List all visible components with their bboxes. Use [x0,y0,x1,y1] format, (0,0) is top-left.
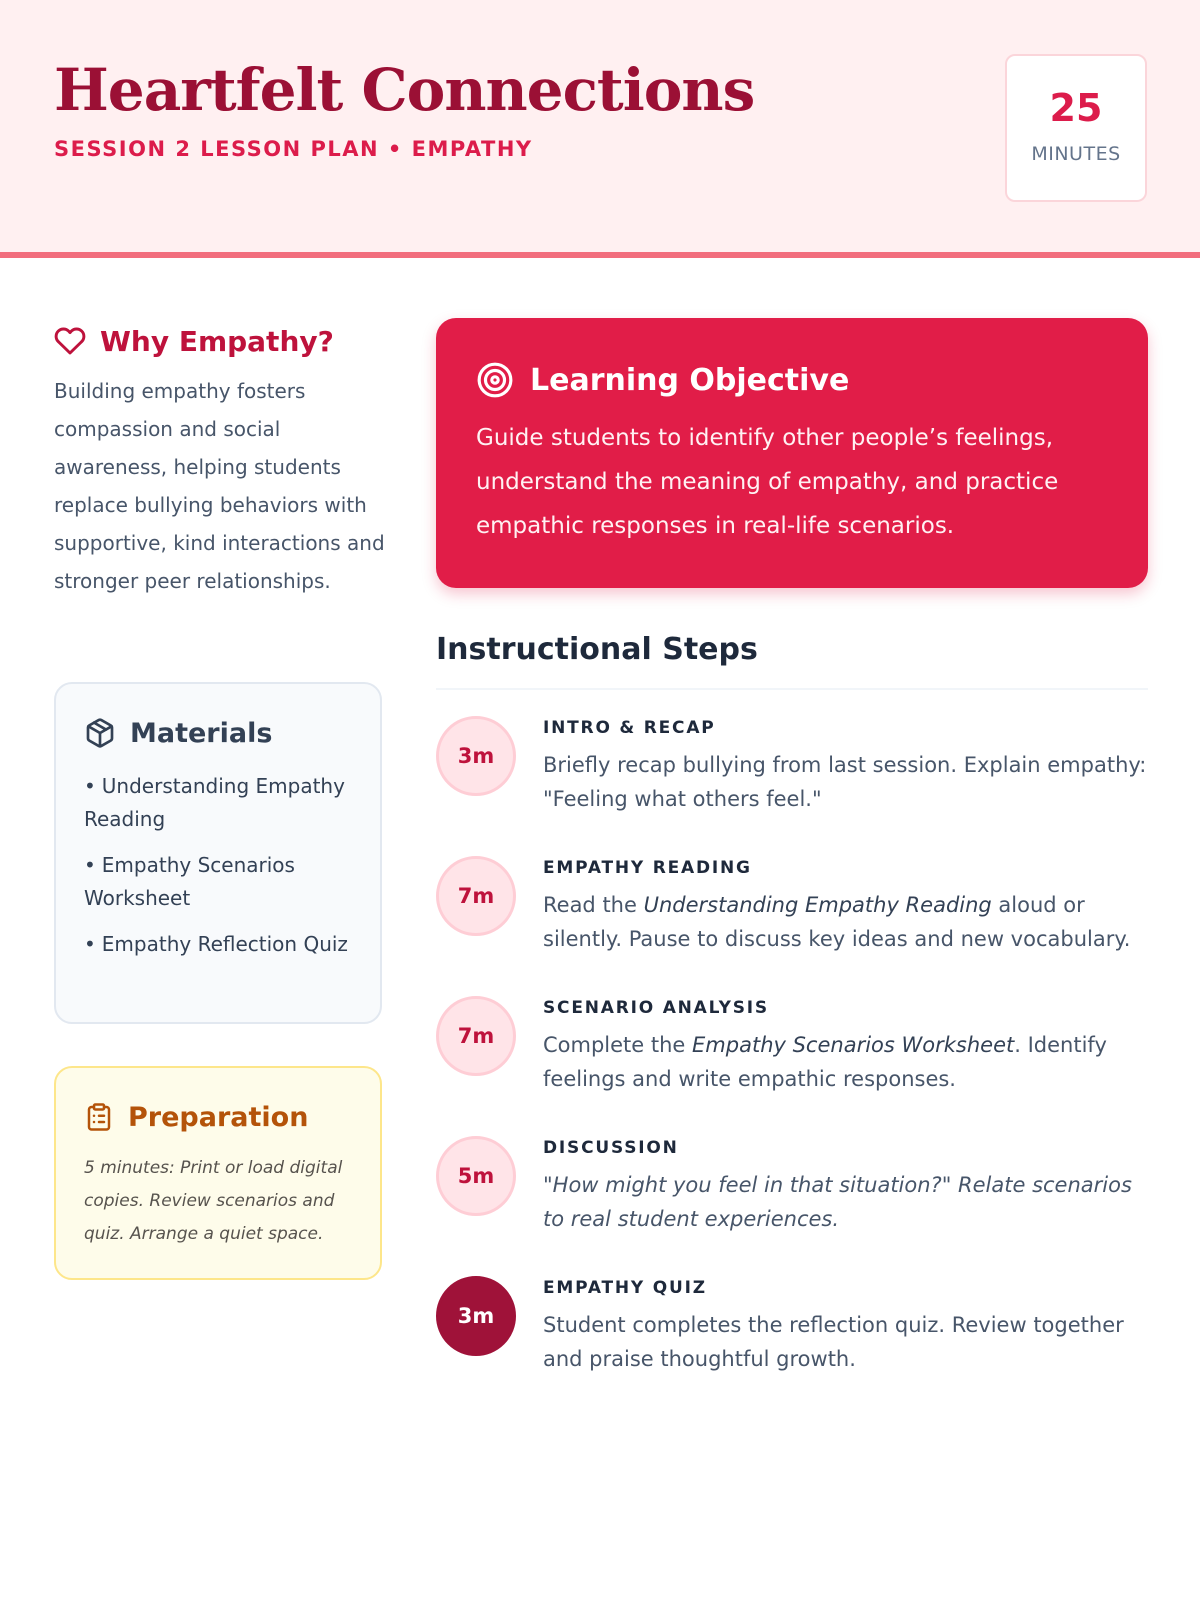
preparation-heading [84,1096,356,1138]
step-item [436,994,1148,1134]
objective-heading-text: Learning Objective [530,362,850,398]
materials-heading-text: Materials [130,717,273,749]
step-text: Student completes the reflection quiz. Review together and praise thoughtful growth. [543,1313,1124,1371]
step-duration-badge: 7m [436,856,516,936]
step-label: EMPATHY QUIZ [543,1278,707,1298]
why-heading [54,318,382,364]
target-icon [476,361,514,399]
page-title: Heartfelt Connections [54,56,755,124]
step-text-rest: aloud or silently. Pause to discuss key ideas and new vocabulary. [543,893,1131,951]
heart-icon [54,325,86,357]
duration-value: 25 [1049,86,1103,130]
material-item: • Empathy Scenarios Worksheet [84,849,354,915]
step-content [543,1274,1148,1376]
preparation-heading-text: Preparation [128,1101,309,1133]
page-subtitle: SESSION 2 LESSON PLAN • EMPATHY [54,137,533,161]
materials-list [84,770,354,961]
step-text-lead: Complete the [543,1033,693,1057]
box-icon [84,717,116,749]
step-content [543,854,1148,956]
material-item: • Understanding Empathy Reading [84,770,354,836]
materials-card [54,682,382,1024]
step-resource-title: Empathy Scenarios Worksheet [692,1033,1015,1057]
step-duration-badge: 7m [436,996,516,1076]
step-label: EMPATHY READING [543,858,752,878]
divider [436,688,1148,690]
learning-objective-card [436,318,1148,588]
materials-heading [84,712,354,754]
step-duration-badge: 3m [436,1276,516,1356]
objective-body: Guide students to identify other people’s feelings, understand the meaning of empathy, and practice empathic responses in real-life scenarios. [476,425,1059,539]
why-section [54,318,385,600]
clipboard-icon [84,1101,114,1133]
step-duration-badge: 5m [436,1136,516,1216]
steps-list [436,714,1148,1414]
header [0,0,1200,258]
step-text [543,888,1148,956]
preparation-body: 5 minutes: Print or load digital copies. Review scenarios and quiz. Arrange a quiet space. [84,1158,343,1244]
step-content [543,994,1148,1096]
steps-title: Instructional Steps [436,632,758,667]
material-item: • Empathy Reflection Quiz [84,928,354,961]
preparation-card [54,1066,382,1280]
step-duration-badge: 3m [436,716,516,796]
step-item [436,854,1148,994]
step-item [436,1274,1148,1414]
objective-heading [476,358,1108,402]
step-text-rest: . Identify feelings and write empathic responses. [543,1033,1107,1091]
why-heading-text: Why Empathy? [100,324,334,358]
duration-unit: MINUTES [1031,143,1121,165]
step-item [436,714,1148,854]
step-label: SCENARIO ANALYSIS [543,998,769,1018]
step-label: DISCUSSION [543,1138,679,1158]
step-item [436,1134,1148,1274]
step-text [543,1028,1148,1096]
step-text: Briefly recap bullying from last session. Explain empathy: "Feeling what others feel." [543,753,1147,811]
step-label: INTRO & RECAP [543,718,716,738]
why-body: Building empathy fosters compassion and social awareness, helping students replace bullying behaviors with supportive, kind interactions and stronger peer relationships. [54,379,385,593]
step-content [543,714,1148,816]
step-text: "How might you feel in that situation?" Relate scenarios to real student experiences. [543,1173,1132,1231]
step-text-lead: Read the [543,893,644,917]
step-resource-title: Understanding Empathy Reading [643,893,992,917]
step-content [543,1134,1148,1236]
duration-badge [1005,54,1147,202]
